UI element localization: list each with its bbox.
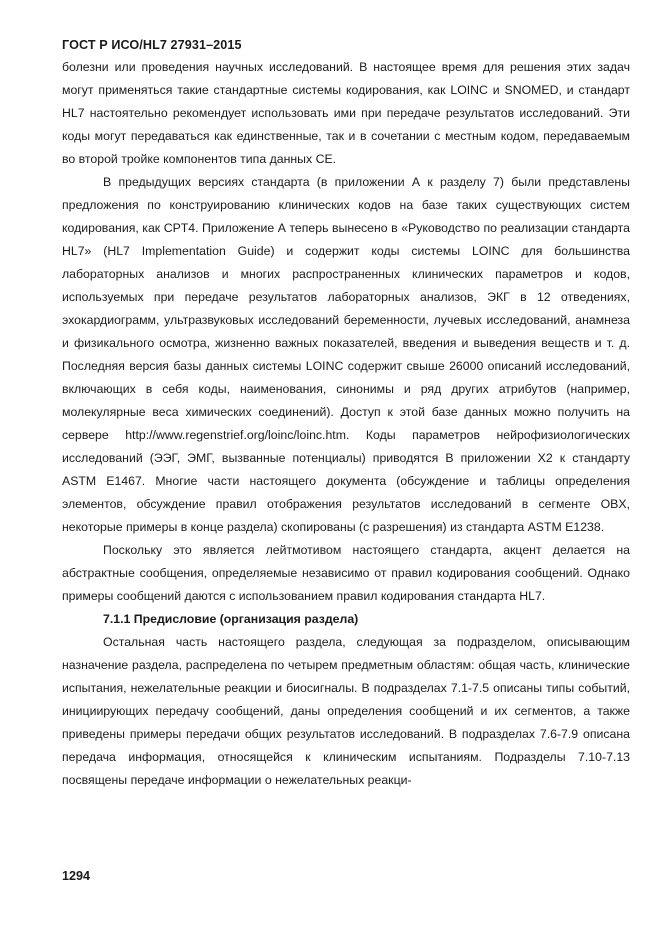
standard-header: ГОСТ Р ИСО/HL7 27931–2015 [62, 38, 242, 52]
paragraph-abstract-messages: Поскольку это является лейтмотивом настоящего стандарта, акцент делается на абстрактные сообщения, определяемые независимо от правил кодирования сообщений. Однако примеры сообщений даются с использованием правил кодирования стандарта HL7. [62, 543, 630, 603]
section-subheading: 7.1.1 Предисловие (организация раздела) [103, 612, 359, 626]
body-text [62, 56, 630, 792]
paragraph-previous-versions: В предыдущих версиях стандарта (в приложении А к разделу 7) были представлены предложения по конструированию клинических кодов на базе таких существующих систем кодирования, как CPT4. Приложение А теперь вынесено в «Руководство по реализации стандарта HL7» (HL7 Implementation Guide) и содержит коды системы LOINC для большинства лабораторных анализов и многих распространенных клинических параметров и кодов, используемых при передаче результатов лабораторных анализов, ЭКГ в 12 отведениях, эхокардиограмм, ультразвуковых исследований беременности, лучевых исследований, анамнеза и физикального осмотра, жизненно важных показателей, введения и выведения веществ и т. д. Последняя версия базы данных системы LOINC содержит свыше 26000 описаний исследований, включающих в себя коды, наименования, синонимы и ряд других атрибутов (например, молекулярные веса химических соединений). Доступ к этой базе данных можно получить на сервере http://www.regenstrief.org/loinc/loinc.htm. Коды параметров нейрофизиологических исследований (ЭЭГ, ЭМГ, вызванные потенциалы) приводятся В приложении X2 к стандарту ASTM E1467. Многие части настоящего документа (обсуждение и таблицы определения элементов, обсуждение правил отображения результатов исследований в сегменте OBX, некоторые примеры в конце раздела) скопированы (с разрешения) из стандарта ASTM E1238. [62, 175, 630, 534]
paragraph-continuation: болезни или проведения научных исследований. В настоящее время для решения этих задач могут применяться такие стандартные системы кодирования, как LOINC и SNOMED, и стандарт HL7 настоятельно рекомендует использовать ими при передаче результатов исследований. Эти коды могут передаваться как единственные, так и в сочетании с местным кодом, передаваемым во второй тройке компонентов типа данных CE. [62, 60, 630, 166]
paragraph-section-organization: Остальная часть настоящего раздела, следующая за подразделом, описывающим назначение раздела, распределена по четырем предметным областям: общая часть, клинические испытания, нежелательные реакции и биосигналы. В подразделах 7.1-7.5 описаны типы событий, инициирующих передачу сообщений, даны определения сообщений и их сегментов, а также приведены примеры передачи общих результатов исследований. В подразделах 7.6-7.9 описана передача информация, относящейся к клиническим испытаниям. Подразделы 7.10-7.13 посвящены передаче информации о нежелательных реакци- [62, 635, 630, 787]
page-number: 1294 [62, 869, 91, 883]
